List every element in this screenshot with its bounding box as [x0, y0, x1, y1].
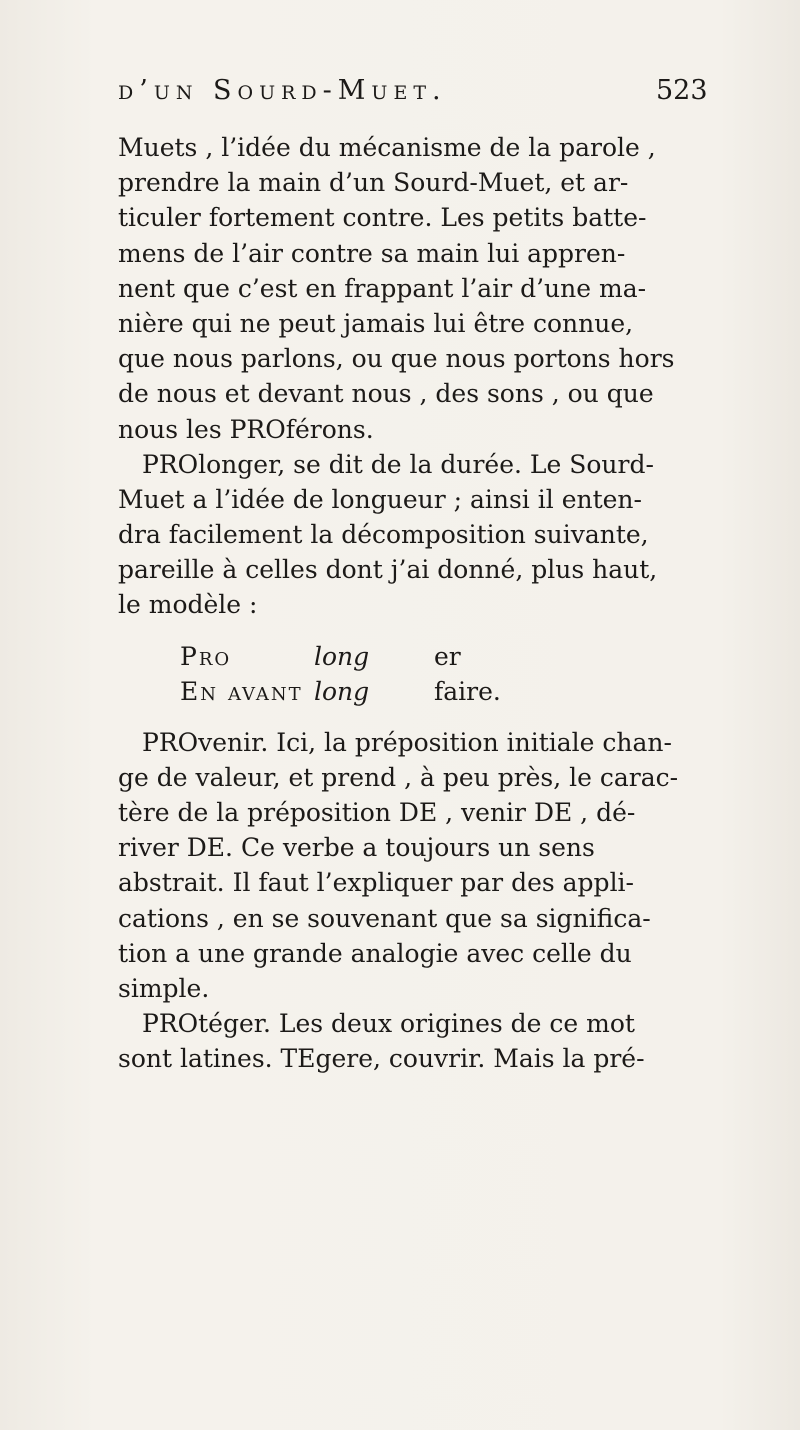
text-line: dra facilement la décomposition suivante, — [118, 520, 649, 550]
text-line: mens de l’air contre sa main lui appren- — [118, 238, 626, 268]
text-line: tère de la préposition DE , venir DE , dé- — [118, 798, 636, 827]
text-line: simple. — [118, 973, 210, 1003]
text-line: PROtéger. Les deux origines de ce mot — [142, 1009, 635, 1039]
example-prefix: Pro — [180, 641, 232, 671]
example-root: long — [314, 676, 370, 706]
example-row — [118, 639, 678, 674]
text-line: nent que c’est en frappant l’air d’une ma- — [118, 273, 647, 303]
text-line: prendre la main d’un Sourd-Muet, et ar- — [118, 168, 629, 198]
text-line: cations , en se souvenant que sa significa- — [118, 903, 651, 933]
page-body — [118, 130, 678, 1077]
example-suffix: faire. — [434, 676, 501, 706]
text-line: PROvenir. Ici, la préposition initiale chan- — [142, 727, 672, 757]
example-prefix: En avant — [180, 676, 303, 706]
running-head — [118, 74, 658, 108]
running-head-text: d’un Sourd-Muet. — [118, 75, 447, 106]
text-line: de nous et devant nous , des sons , ou que — [118, 379, 654, 409]
text-line: que nous parlons, ou que nous portons hors — [118, 344, 675, 374]
text-line: sont latines. TEgere, couvrir. Mais la pré- — [118, 1044, 645, 1074]
text-line: ge de valeur, et prend , à peu près, le carac- — [118, 762, 678, 792]
text-line: PROlonger, se dit de la durée. Le Sourd- — [142, 449, 654, 479]
text-line: Muets , l’idée du mécanisme de la parole , — [118, 133, 656, 162]
text-line: ticuler fortement contre. Les petits batte- — [118, 203, 647, 233]
text-line: le modèle : — [118, 590, 258, 620]
example-root: long — [314, 641, 370, 671]
text-line: nière qui ne peut jamais lui être connue, — [118, 308, 634, 338]
text-line: abstrait. Il faut l’expliquer par des appli- — [118, 868, 635, 898]
page-number: 523 — [656, 75, 708, 106]
text-line: tion a une grande analogie avec celle du — [118, 938, 632, 968]
example-suffix: er — [434, 641, 461, 671]
example-row — [118, 674, 678, 709]
text-line: Muet a l’idée de longueur ; ainsi il enten- — [118, 484, 642, 514]
text-line: pareille à celles dont j’ai donné, plus haut, — [118, 555, 658, 585]
text-line: river DE. Ce verbe a toujours un sens — [118, 833, 595, 863]
text-line: nous les PROférons. — [118, 414, 374, 444]
